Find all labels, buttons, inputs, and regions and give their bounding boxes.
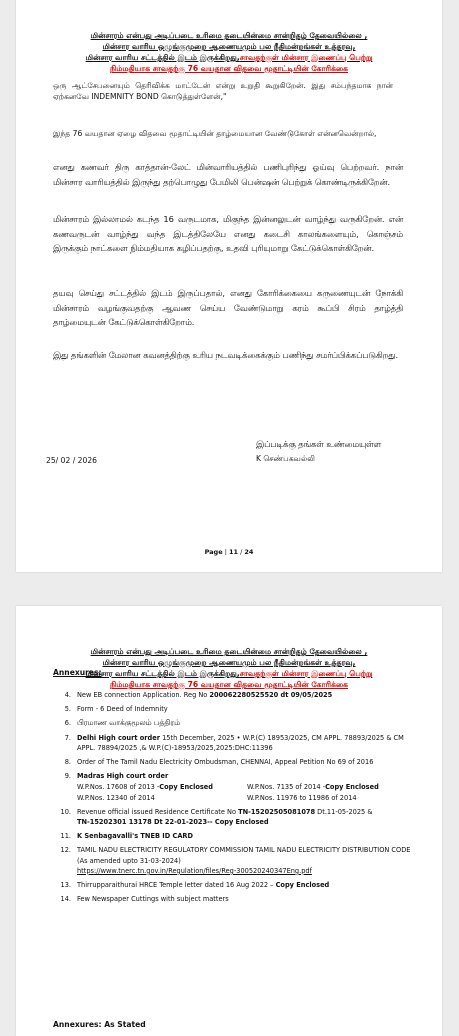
closing-text: இப்படிக்கு தங்கள் உண்மையுள்ள bbox=[256, 439, 382, 449]
annexure-list bbox=[53, 690, 423, 908]
annexures-title: Annexures: bbox=[53, 668, 102, 677]
header-line-3: மின்சார வாரிய சட்டத்தில் இடம் இருக்கிறது,சாவதற்குள் மின்சார இணைப்பு பெற்று bbox=[85, 53, 373, 62]
paragraph-request-intro: இந்த 76 வயதான ஏழை விதவை மூதாட்டியின் தாழ்மையான வேண்டுகோள் என்னவென்றால், bbox=[53, 129, 377, 138]
annexure-item: 14. Few Newspaper Cuttings with subject matters bbox=[60, 895, 229, 904]
header-line-2: மின்சார வாரிய ஒழுங்குமுறை ஆணையமும் பல நீதிமன்றங்கள் உத்தரவு, bbox=[102, 42, 356, 51]
header-line-1: மின்சாரம் என்பது அடிப்படை உரிமை தடையின்மை சான்றிதழ் தேவையில்லை , bbox=[90, 647, 368, 656]
annexure-item: 7. Delhi High court order 15th December, 2025 • W.P.(C) 18953/2025, CM APPL. 78893/2025 & CM APPL. 78894/2025 ,& W.P.(C)-18953/2025,2025:DHC:11396 bbox=[64, 733, 404, 752]
page-header bbox=[62, 30, 396, 74]
annexure-item: 12. TAMIL NADU ELECTRICITY REGULATORY COMMISSION TAMIL NADU ELECTRICITY DISTRIBUTION CODE (As amended upto 31-03-2024) https://www.tnerc.tn.gov.in/Regulation/files/Reg-300520240347Eng.pdf bbox=[60, 846, 411, 875]
header-line-2: மின்சார வாரிய ஒழுங்குமுறை ஆணையமும் பல நீதிமன்றங்கள் உத்தரவு, bbox=[102, 658, 356, 667]
wp-row: W.P.Nos. 17608 of 2013 -Copy Enclosed W.P.Nos. 7135 of 2014 -Copy Enclosed bbox=[77, 783, 379, 792]
paragraph-no-electricity: மின்சாரம் இல்லாமல் கடந்த 16 வருடமாக, மிகுந்த இன்னலுடன் வாழ்ந்து வருகிறேன். என் கணவருடன் வாழ்ந்து வந்த இடத்திலேயே எனது கடைசி காலங்களையும், கொஞ்சம் இருக்கும் நாட்களை நிம்மதியாக கழிப்பதற்கு, உதவி புரியுமாறு கேட்டுக்கொள்கிறேன். bbox=[53, 214, 403, 253]
letter-date: 25/ 02 / 2026 bbox=[46, 456, 98, 465]
header-red-text: சாவதற்குள் மின்சார இணைப்பு பெற்று bbox=[239, 53, 373, 62]
annexure-item: 5. Form - 6 Deed of Indemnity bbox=[64, 705, 168, 714]
paragraph-husband: எனது கணவர் திரு காத்தான்-லேட் மின்வாரியத்தில் பணிபுரிந்து ஓய்வு பெற்றவர். நான் மின்சார வாரியத்தில் இருந்து தற்பொழுது பேமிலி பென்ஷன் பெற்றுக் கொண்டிருக்கிறேன். bbox=[53, 162, 403, 187]
annexure-item: 9. Madras High court order bbox=[64, 772, 169, 781]
paragraph-submission: இது தங்களின் மேலான கவனத்திற்கு உரிய நடவடிக்கைக்கும் பணிந்து சமர்ப்பிக்கப்படுகிறது. bbox=[53, 350, 399, 360]
signatory-name: K செண்பகவல்லி bbox=[256, 454, 315, 463]
annexure-item: 10. Revenue official issued Residence Certificate No TN-15202505081078 Dt.11-05-2025 & TN-15202301 13178 Dt 22-01-2023-- Copy Enclosed bbox=[60, 807, 373, 827]
page-number: Page | 11 / 24 bbox=[204, 548, 254, 556]
regulation-link[interactable]: https://www.tnerc.tn.gov.in/Regulation/files/Reg-300520240347Eng.pdf bbox=[77, 866, 312, 875]
annexure-item: 4. New EB connection Application. Reg No 200062280525520 dt 09/05/2025 bbox=[64, 691, 333, 699]
document-page-12 bbox=[16, 606, 442, 1036]
header-line-4: நிம்மதியாக சாவதற்கு 76 வயதான விதவை மூதாட்டியின் கோரிக்கை bbox=[109, 64, 348, 73]
header-line-1: மின்சாரம் என்பது அடிப்படை உரிமை தடையின்மை சான்றிதழ் தேவையில்லை , bbox=[90, 31, 368, 40]
annexure-item: 13. Thirrupparaithurai HRCE Temple letter dated 16 Aug 2022 – Copy Enclosed bbox=[60, 881, 330, 890]
annexure-item: 8. Order of The Tamil Nadu Electricity Ombudsman, CHENNAI, Appeal Petition No 69 of 2016 bbox=[64, 758, 374, 767]
annexures-footer: Annexures: As Stated bbox=[53, 1020, 146, 1029]
annexure-item: 11. K Senbagavalli's TNEB ID CARD bbox=[60, 832, 193, 841]
annexure-item: 6. பிரமாண வாக்குமூலம் பத்திரம் bbox=[64, 718, 181, 728]
header-line-3: மின்சார வாரிய சட்டத்தில் இடம் இருக்கிறது,சாவதற்குள் மின்சார இணைப்பு பெற்று bbox=[85, 669, 373, 678]
header-red-text: சாவதற்குள் மின்சார இணைப்பு பெற்று bbox=[239, 669, 373, 678]
document-page-11 bbox=[16, 0, 442, 572]
header-line-4: நிம்மதியாக சாவதற்கு 76 வயதான விதவை மூதாட்டியின் கோரிக்கை bbox=[109, 680, 348, 689]
page-header bbox=[62, 646, 396, 690]
paragraph-indemnity: ஒரு ஆட்சேபனையும் தெரிவிக்க மாட்டேன் என்று உறுதி கூறுகிறேன். இது சம்பந்தமாக நான் ஏற்கனவே INDEMNITY BOND கொடுத்துள்ளேன்," bbox=[53, 81, 393, 101]
paragraph-plea: தயவு செய்து சட்டத்தில் இடம் இருப்பதால், எனது கோரிக்கையை கருணையுடன் நோக்கி மின்சாரம் வழங்குவதற்கு ஆவண செய்ய வேண்டுமாறு கரம் கூப்பி சிரம் தாழ்த்தி தாழ்மையுடன் கேட்டுக்கொள்கிறோம். bbox=[53, 288, 403, 327]
wp-list bbox=[53, 782, 423, 802]
wp-row: W.P.Nos. 12340 of 2014 W.P.Nos. 11976 to 11986 of 2014 bbox=[77, 793, 357, 802]
